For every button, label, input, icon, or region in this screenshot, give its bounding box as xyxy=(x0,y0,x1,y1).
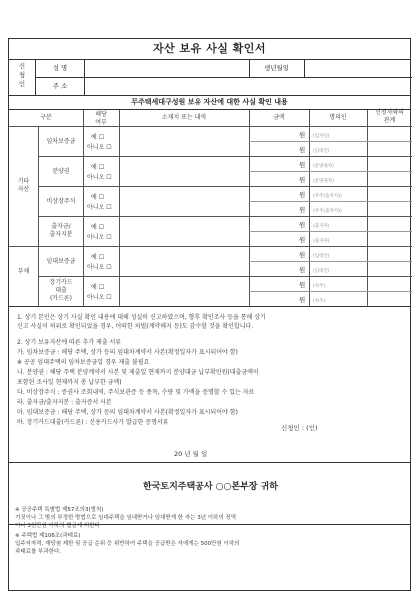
won-unit: 원 xyxy=(299,146,306,154)
yes-checkbox[interactable]: 예 ☐ xyxy=(91,224,105,231)
legal-line: 거짓이나 그 밖의 부정한 방법으로 임대주택을 임대받거나 임대받게 한 자는 3년 이하의 징역 xyxy=(15,515,237,521)
legal-line: ※ 공공주택 특별법 제57조의3(벌칙) xyxy=(15,507,104,513)
won-unit: 원 xyxy=(299,176,306,184)
won-unit: 원 xyxy=(299,266,306,274)
note-line: 가. 임차보증금 : 해당 주택, 상가 등의 임대차계약서 사본(확정일자가 표시되어야 함) xyxy=(17,349,238,356)
applicant-label: 신 청 인 xyxy=(9,60,36,95)
legal-line: 입주자자격, 재당첨 제한 및 공급 순위 등 위반하여 주택을 공급받은 자에게는 500만원 이하의 xyxy=(15,541,240,547)
header-location: 소재지 또는 내역 xyxy=(161,114,207,121)
won-unit: 원 xyxy=(299,221,306,229)
yes-checkbox[interactable]: 예 ☐ xyxy=(91,134,105,141)
won-unit: 원 xyxy=(299,131,306,139)
won-unit: 원 xyxy=(299,281,306,289)
holder-hint: (출자자) (출자자) xyxy=(313,224,330,244)
legal-line: ※ 주택법 제106조(과태료) xyxy=(15,533,81,539)
row-label-lease-deposit: 임차보증금 xyxy=(46,138,76,145)
note-line: 나. 분양권 : 해당 주택 분양계약서 사본 및 제출일 현재까지 분양대금 납부확인원(대출금액이 xyxy=(17,369,259,376)
note-line: 2. 상기 보유자산에 따른 추가 제출 서류 xyxy=(17,339,122,346)
no-checkbox[interactable]: 아니오 ☐ xyxy=(87,144,112,151)
birth-field[interactable] xyxy=(304,60,412,77)
holder-hint: (차주) (차주) xyxy=(313,284,326,304)
won-unit: 원 xyxy=(299,251,306,259)
no-checkbox[interactable]: 아니오 ☐ xyxy=(87,294,112,301)
document-title: 자산 보유 사실 확인서 xyxy=(8,38,411,60)
yes-checkbox[interactable]: 예 ☐ xyxy=(91,284,105,291)
section-title: 무주택세대구성원 보유 자산에 대한 사실 확인 내용 xyxy=(8,96,411,110)
holder-hint: (임대인) (임대인) xyxy=(313,254,330,274)
birth-label: 생년월일 xyxy=(263,64,290,72)
header-amount: 금액 xyxy=(273,114,285,121)
no-checkbox[interactable]: 아니오 ☐ xyxy=(87,234,112,241)
note-line: 다. 비상장주식 : 증권사 조회내역, 주식보관증 등 종목, 수량 및 가액을 증명할 수 있는 자료 xyxy=(17,389,255,396)
no-checkbox[interactable]: 아니오 ☐ xyxy=(87,264,112,271)
address-label: 주 소 xyxy=(52,82,68,90)
notes-section xyxy=(8,307,411,463)
legal-line: 과태료를 부과한다. xyxy=(15,549,62,555)
asset-table xyxy=(8,110,411,307)
applicant-signature[interactable]: 신청인 : (인) xyxy=(281,424,318,432)
header-ownership: 해당 여부 xyxy=(95,111,107,126)
note-line: 포함된 조사일 현재까지 총 납부한 금액) xyxy=(17,379,122,386)
yes-checkbox[interactable]: 예 ☐ xyxy=(91,164,105,171)
legal-section xyxy=(8,507,411,591)
won-unit: 원 xyxy=(299,206,306,214)
won-unit: 원 xyxy=(299,191,306,199)
won-unit: 원 xyxy=(299,236,306,244)
group-label-assets: 기타 자산 xyxy=(17,178,30,193)
name-field[interactable] xyxy=(84,60,249,77)
recipient: 한국토지주택공사 ○○본부장 귀하 xyxy=(143,482,278,492)
legal-line: 이나 3천만원 이하의 벌금에 처한다 xyxy=(15,523,100,529)
note-line: 신고 사실이 허위로 확인되었을 경우, 어떠한 처벌(계약해지 등)도 감수할 것을 확인합니다. xyxy=(17,323,254,330)
sign-date: 20 년 월 일 xyxy=(174,450,208,458)
applicant-address-row xyxy=(36,78,412,95)
note-line: 1. 상기 본인은 상기 사실 확인 내용에 대해 성실히 신고하였으며, 향후 확인조사 등을 통해 상기 xyxy=(17,314,266,321)
note-line: 라. 출자금/출자지분 : 출자증서 사본 xyxy=(17,399,112,406)
address-field[interactable] xyxy=(84,78,412,95)
holder-hint: (주주(출자자)) (주주(출자자)) xyxy=(313,194,342,214)
won-unit: 원 xyxy=(299,296,306,304)
row-label-rental-deposit: 임대보증금 xyxy=(46,258,76,265)
row-label-unlisted-stock: 비상장주식 xyxy=(46,198,76,205)
header-relation: 신청자와의 관계 xyxy=(375,109,404,124)
row-label-card-loan: 장기카드 대출 (카드론) xyxy=(49,279,73,302)
holder-hint: (임차인) (임대인) xyxy=(313,134,330,154)
applicant-name-row xyxy=(36,60,412,78)
group-label-debt: 부채 xyxy=(17,268,30,275)
yes-checkbox[interactable]: 예 ☐ xyxy=(91,254,105,261)
yes-checkbox[interactable]: 예 ☐ xyxy=(91,194,105,201)
applicant-section xyxy=(8,60,411,96)
name-label: 성 명 xyxy=(52,64,68,72)
note-line: 바. 장기카드대출(카드론) : 신용카드사가 발급한 증명서류 xyxy=(17,419,169,426)
note-line: 마. 임대보증금 : 해당 주택, 상가 등의 임대차계약서 사본(확정일자가 표시되어야 함) xyxy=(17,409,238,416)
row-label-presale-right: 분양권 xyxy=(52,168,70,175)
no-checkbox[interactable]: 아니오 ☐ xyxy=(87,174,112,181)
header-holder: 명의인 xyxy=(329,114,347,121)
won-unit: 원 xyxy=(299,161,306,169)
holder-hint: (분양권자) (분양권자) xyxy=(313,164,334,184)
note-line: ※ 공공 임대주택의 임차보증금일 경우 제출 불필요 xyxy=(17,359,150,366)
no-checkbox[interactable]: 아니오 ☐ xyxy=(87,204,112,211)
row-label-investment: 출자금/ 출자지분 xyxy=(49,223,73,238)
header-category: 구분 xyxy=(40,114,52,121)
